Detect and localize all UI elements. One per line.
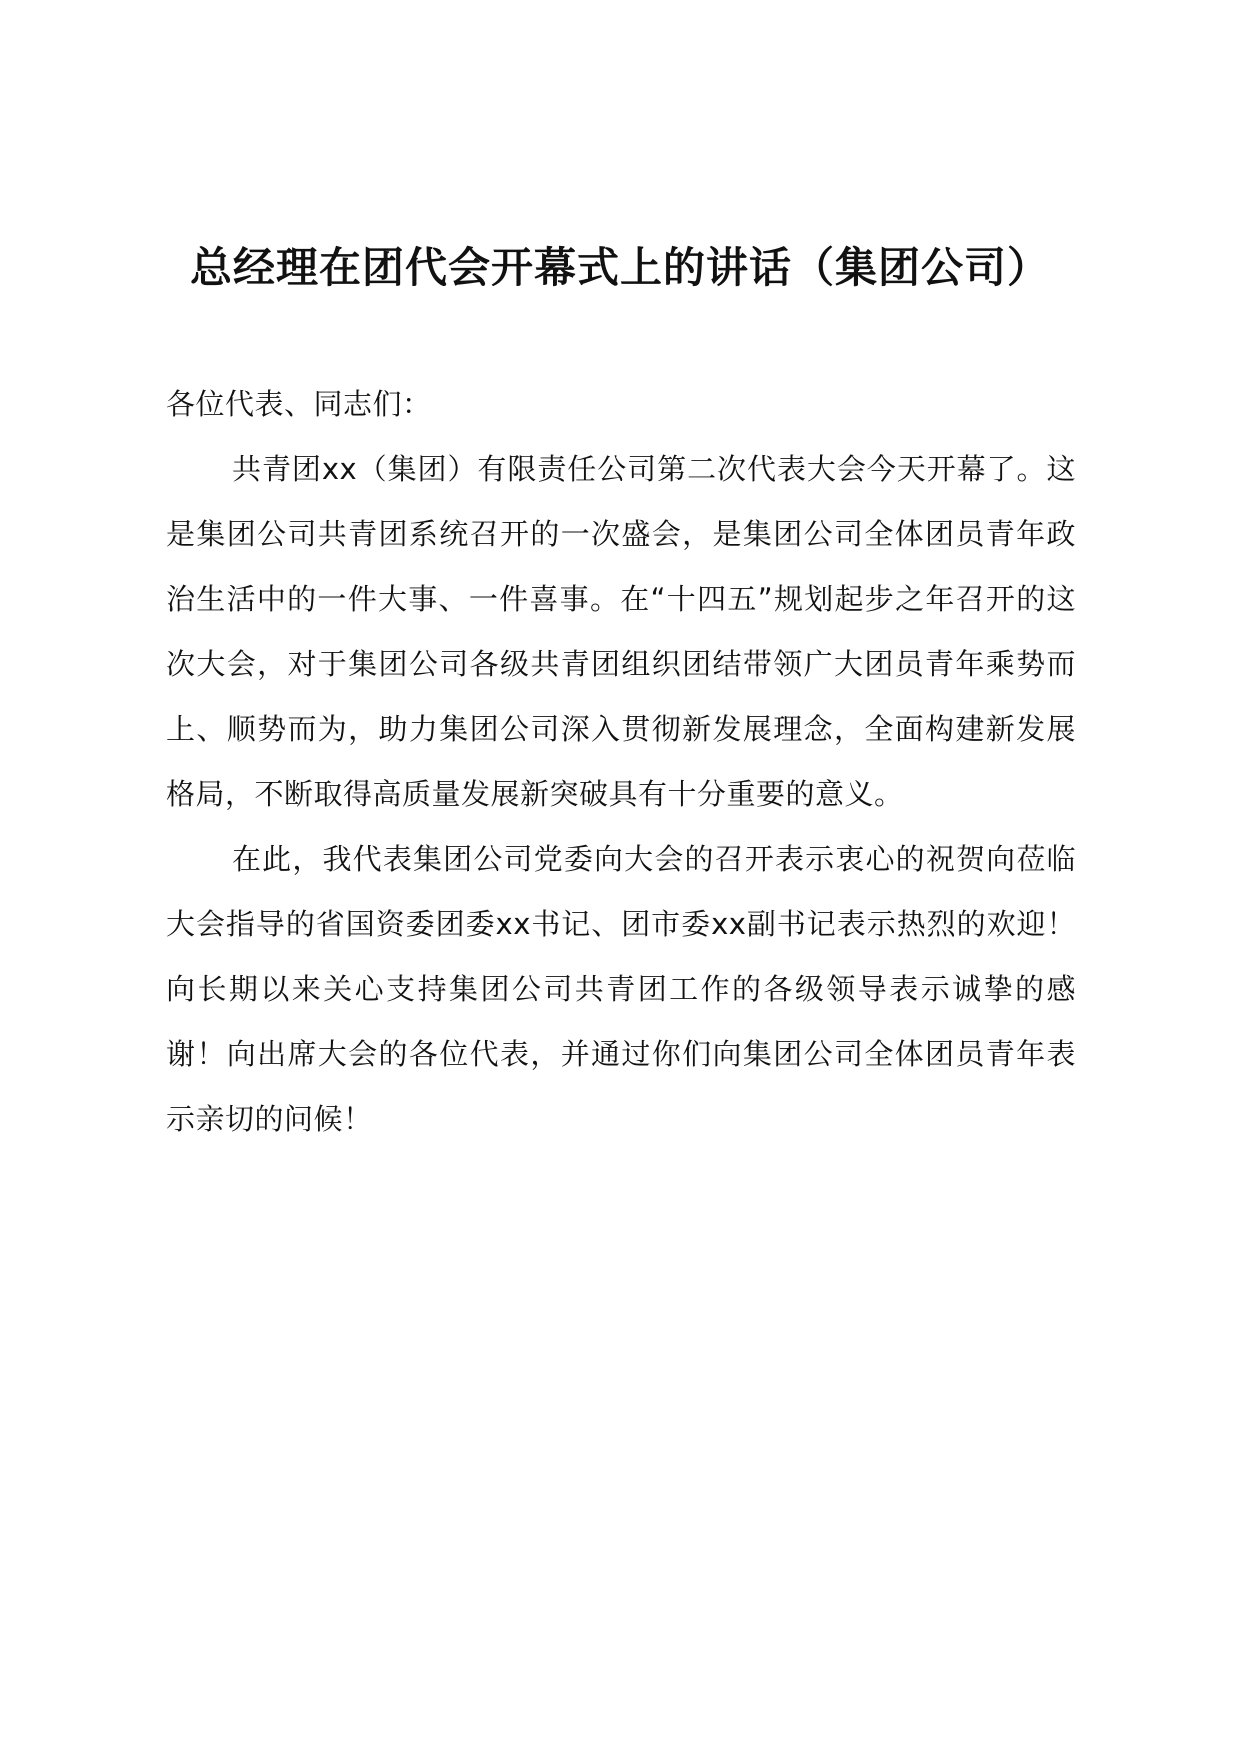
document-body: [166, 372, 1076, 1152]
paragraph-1: 共青团xx（集团）有限责任公司第二次代表大会今天开幕了。这是集团公司共青团系统召开的一次盛会，是集团公司全体团员青年政治生活中的一件大事、一件喜事。在“十四五”规划起步之年召开的这次大会，对于集团公司各级共青团组织团结带领广大团员青年乘势而上、顺势而为，助力集团公司深入贯彻新发展理念，全面构建新发展格局，不断取得高质量发展新突破具有十分重要的意义。: [166, 452, 1076, 811]
document-title: 总经理在团代会开幕式上的讲话（集团公司）: [189, 243, 1050, 292]
paragraph-2: 在此，我代表集团公司党委向大会的召开表示衷心的祝贺向莅临大会指导的省国资委团委xx书记、团市委xx副书记表示热烈的欢迎！向长期以来关心支持集团公司共青团工作的各级领导表示诚挚的感谢！向出席大会的各位代表，并通过你们向集团公司全体团员青年表示亲切的问候！: [166, 842, 1076, 1136]
salutation: 各位代表、同志们：: [166, 387, 432, 421]
